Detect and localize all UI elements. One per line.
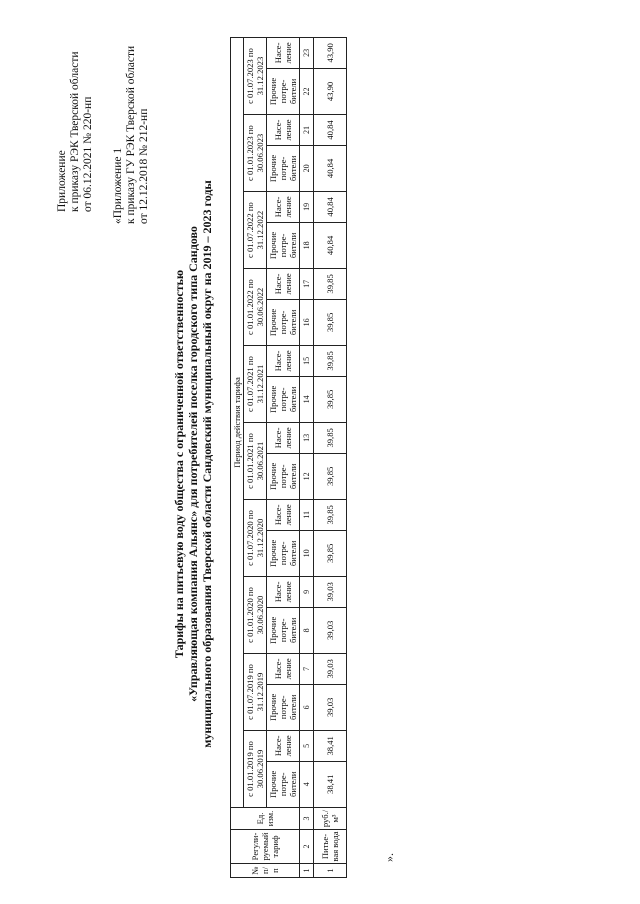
table-row-numbers xyxy=(300,38,314,878)
period-header-cell: с 01.01.2020 по 30.06.2020 xyxy=(244,577,267,654)
cell-value: 39,85 xyxy=(314,376,347,422)
column-number-cell: 6 xyxy=(300,684,314,730)
column-number-cell: 2 xyxy=(300,830,314,864)
cell-value: 40,84 xyxy=(314,145,347,191)
header-line: Приложение xyxy=(56,150,68,212)
group-header-population: Насе-ление xyxy=(267,731,300,762)
column-number-cell: 12 xyxy=(300,453,314,499)
group-header-other: Прочие потре-бители xyxy=(267,376,300,422)
header-line: от 12.12.2018 № 212-нп xyxy=(138,108,150,224)
period-header-cell: с 01.07.2019 по 31.12.2019 xyxy=(244,654,267,731)
group-header-population: Насе-ление xyxy=(267,654,300,685)
column-number-cell: 18 xyxy=(300,222,314,268)
column-number-cell: 17 xyxy=(300,269,314,300)
cell-value: 39,85 xyxy=(314,453,347,499)
column-number-cell: 23 xyxy=(300,38,314,69)
cell-no: 1 xyxy=(314,864,347,878)
table-header-row-groups xyxy=(267,38,300,878)
cell-value: 40,84 xyxy=(314,222,347,268)
period-header-cell: с 01.07.2020 по 31.12.2020 xyxy=(244,500,267,577)
cell-value: 40,84 xyxy=(314,115,347,146)
group-header-population: Насе-ление xyxy=(267,423,300,454)
cell-value: 39,85 xyxy=(314,500,347,531)
column-number-cell: 4 xyxy=(300,761,314,807)
column-number-cell: 1 xyxy=(300,864,314,878)
cell-value: 39,03 xyxy=(314,577,347,608)
document-title xyxy=(172,144,214,784)
cell-tariff: Питье-вая вода xyxy=(314,830,347,864)
group-header-population: Насе-ление xyxy=(267,346,300,377)
header-line: к приказу ГУ РЭК Тверской области xyxy=(125,45,137,224)
column-number-cell: 16 xyxy=(300,299,314,345)
cell-value: 38,41 xyxy=(314,761,347,807)
title-line: Тарифы на питьевую воду общества с ограниченной ответственностью xyxy=(172,269,186,659)
cell-value: 43,90 xyxy=(314,68,347,114)
cell-unit: руб./м³ xyxy=(314,808,347,830)
header-line: от 06.12.2021 № 220-нп xyxy=(82,96,94,212)
header-line: к приказу РЭК Тверской области xyxy=(69,51,81,212)
column-number-cell: 19 xyxy=(300,192,314,223)
tariff-table-body xyxy=(231,38,347,878)
column-number-cell: 9 xyxy=(300,577,314,608)
group-header-other: Прочие потре-бители xyxy=(267,453,300,499)
cell-value: 39,85 xyxy=(314,530,347,576)
closing-quote: ». xyxy=(382,853,396,862)
group-header-population: Насе-ление xyxy=(267,192,300,223)
period-header-cell: с 01.01.2019 по 30.06.2019 xyxy=(244,731,267,808)
appendix-header-current xyxy=(56,52,95,213)
period-header-cell: с 01.07.2023 по 31.12.2023 xyxy=(244,38,267,115)
table-header-row-periods xyxy=(244,38,267,878)
group-header-population: Насе-ление xyxy=(267,269,300,300)
group-header-other: Прочие потре-бители xyxy=(267,607,300,653)
group-header-other: Прочие потре-бители xyxy=(267,761,300,807)
cell-value: 39,85 xyxy=(314,299,347,345)
column-number-cell: 14 xyxy=(300,376,314,422)
cell-value: 40,84 xyxy=(314,192,347,223)
title-line: «Управляющая компания Альянс» для потребителей поселка городского типа Сандово xyxy=(186,226,200,702)
group-header-other: Прочие потре-бители xyxy=(267,530,300,576)
group-header-population: Насе-ление xyxy=(267,577,300,608)
period-header-cell: с 01.07.2021 по 31.12.2021 xyxy=(244,346,267,423)
appendix-header-original xyxy=(112,46,151,224)
column-number-cell: 21 xyxy=(300,115,314,146)
group-header-other: Прочие потре-бители xyxy=(267,145,300,191)
cell-value: 39,85 xyxy=(314,423,347,454)
title-line: муниципального образования Тверской области Сандовский муниципальный округ на 2019 – 2023 годы xyxy=(200,180,214,748)
cell-value: 38,41 xyxy=(314,731,347,762)
period-header-cell: с 01.01.2021 по 30.06.2021 xyxy=(244,423,267,500)
cell-value: 39,03 xyxy=(314,684,347,730)
cell-value: 39,85 xyxy=(314,346,347,377)
column-number-cell: 15 xyxy=(300,346,314,377)
table-header-row xyxy=(231,38,244,878)
column-number-cell: 5 xyxy=(300,731,314,762)
group-header-other: Прочие потре-бители xyxy=(267,222,300,268)
column-number-cell: 8 xyxy=(300,607,314,653)
period-header-cell: с 01.07.2022 по 31.12.2022 xyxy=(244,192,267,269)
group-header-other: Прочие потре-бители xyxy=(267,299,300,345)
column-number-cell: 20 xyxy=(300,145,314,191)
cell-value: 43,90 xyxy=(314,38,347,69)
column-number-cell: 3 xyxy=(300,808,314,830)
period-header-cell: с 01.01.2022 по 30.06.2022 xyxy=(244,269,267,346)
column-number-cell: 11 xyxy=(300,500,314,531)
table-row xyxy=(314,38,347,878)
header-line: «Приложение 1 xyxy=(112,147,124,224)
header-cell-tariff: Регули-руемый тариф xyxy=(231,830,300,864)
group-header-population: Насе-ление xyxy=(267,38,300,69)
column-number-cell: 13 xyxy=(300,423,314,454)
header-cell-unit: Ед. изм. xyxy=(231,808,300,830)
period-header-cell: с 01.01.2023 по 30.06.2023 xyxy=(244,115,267,192)
column-number-cell: 10 xyxy=(300,530,314,576)
column-number-cell: 22 xyxy=(300,68,314,114)
cell-value: 39,03 xyxy=(314,607,347,653)
header-cell-no: № п/п xyxy=(231,864,300,878)
cell-value: 39,85 xyxy=(314,269,347,300)
group-header-other: Прочие потре-бители xyxy=(267,68,300,114)
group-header-population: Насе-ление xyxy=(267,500,300,531)
header-cell-period: Период действия тарифа xyxy=(231,38,244,808)
group-header-other: Прочие потре-бители xyxy=(267,684,300,730)
column-number-cell: 7 xyxy=(300,654,314,685)
group-header-population: Насе-ление xyxy=(267,115,300,146)
tariff-table xyxy=(230,37,347,878)
cell-value: 39,03 xyxy=(314,654,347,685)
